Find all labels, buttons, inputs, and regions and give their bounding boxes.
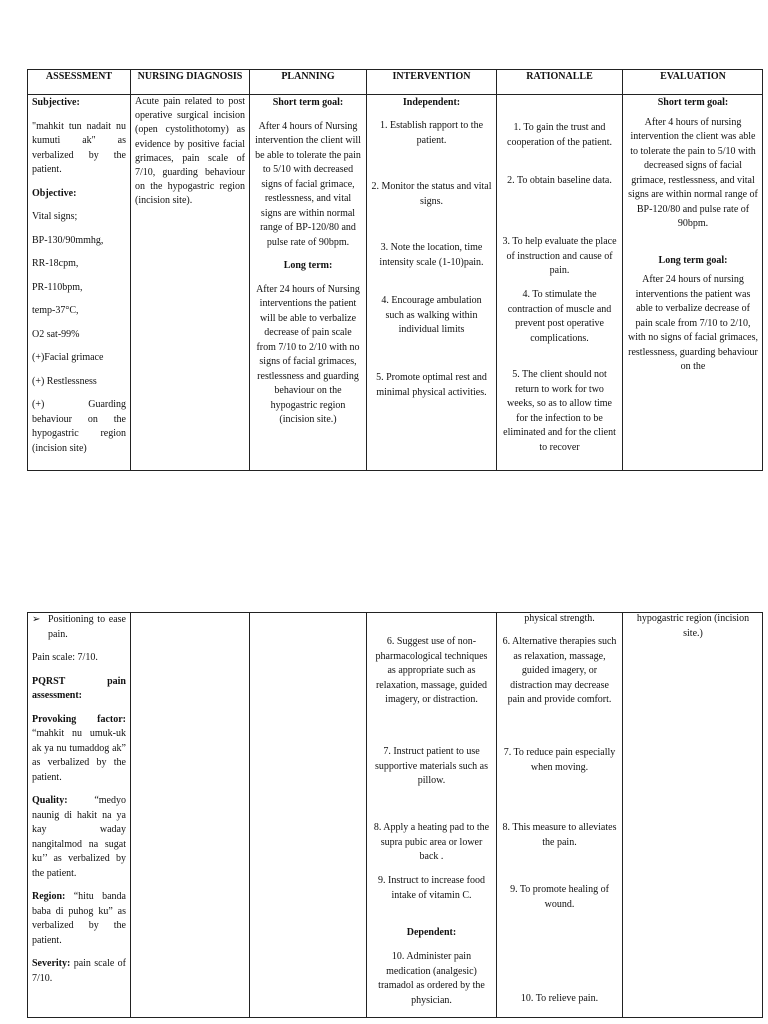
rationale-3: 3. To help evaluate the place of instruction and cause of pain.: [502, 236, 617, 276]
intervention-10: 10. Administer pain medication (analgesic) tramadol as ordered by the physician.: [378, 951, 485, 1006]
restlessness: (+) Restlessness: [32, 375, 97, 387]
severity-label: Severity:: [32, 958, 71, 969]
evaluation-short-label: Short term goal:: [657, 97, 729, 108]
rationale-column: [497, 70, 623, 470]
intervention-column: [367, 70, 497, 470]
planning-long-label: Long term:: [283, 260, 333, 271]
assessment-content: [32, 96, 126, 456]
facial-grimace: (+)Facial grimace: [32, 352, 104, 363]
independent-label: Independent:: [402, 97, 461, 108]
intervention-3: 3. Note the location, time intensity scale (1-10)pain.: [379, 242, 484, 268]
evaluation-column-continued: [623, 613, 763, 1017]
quality-label: Quality:: [32, 795, 68, 806]
assessment-content-continued: [32, 613, 126, 986]
rationale-7: 7. To reduce pain especially when moving.: [503, 747, 616, 773]
header-diagnosis: NURSING DIAGNOSIS: [131, 70, 249, 95]
evaluation-content: [627, 96, 759, 375]
intervention-4: 4. Encourage ambulation such as walking within individual limits: [381, 295, 482, 335]
evaluation-column: [623, 70, 763, 470]
rationale-4: 4. To stimulate the contraction of muscle and prevent post operative complications.: [507, 289, 612, 344]
rationale-1: 1. To gain the trust and cooperation of the patient.: [507, 122, 612, 148]
intervention-5: 5. Promote optimal rest and minimal physical activities.: [376, 372, 487, 398]
care-plan-table-page-1: [27, 69, 763, 471]
subjective-text: "mahkit tun nadait nu kumuti ak" as verbalized by the patient.: [32, 120, 126, 175]
pr-value: PR-110bpm,: [32, 281, 83, 293]
severity-text: pain scale of 7/10.: [32, 958, 126, 984]
positioning-text: Positioning to ease pain.: [48, 614, 126, 640]
evaluation-short-text: After 4 hours of nursing intervention the client was able to tolerate the pain to 5/10 with decreased signs of facial grimace, restlessness, and vital signs are within normal range of BP-120/80 and pulse rate of 90bpm.: [628, 116, 758, 229]
rationale-8: 8. This measure to alleviates the pain.: [502, 822, 617, 848]
rationale-5: 5. The client should not return to work for two weeks, so as to allow time for the infection to be eliminated and for the client to recover: [503, 369, 616, 453]
rationale-9: 9. To promote healing of wound.: [510, 884, 609, 910]
evaluation-long-label: Long term goal:: [658, 254, 728, 266]
planning-column-continued: [250, 613, 367, 1017]
region-label: Region:: [32, 891, 66, 902]
diagnosis-column-continued: [131, 613, 250, 1017]
planning-column: [250, 70, 367, 470]
objective-label: Objective:: [32, 187, 77, 199]
rationale-6: 6. Alternative therapies such as relaxation, massage, guided imagery, or distraction may decrease pain and provide comfort.: [502, 636, 617, 705]
planning-long-text: After 24 hours of Nursing interventions the patient will be able to verbalize decrease of pain scale from 7/10 to 2/10 with no signs of facial grimaces, restlessness and guarding behaviour on the hypogastric region (incision site.): [256, 283, 360, 425]
intervention-2: 2. Monitor the status and vital signs.: [371, 181, 492, 207]
care-plan-table-page-2: [27, 612, 763, 1018]
header-assessment: ASSESSMENT: [28, 70, 130, 95]
provoking-text: “mahkit nu umuk-uk ak ya nu tumaddog ak” as verbalized by the patient.: [32, 728, 126, 783]
assessment-column-continued: [28, 613, 131, 1017]
subjective-label: Subjective:: [32, 97, 80, 108]
arrow-bullet-icon: ➢: [32, 614, 41, 625]
vital-signs-label: Vital signs;: [32, 211, 78, 222]
header-planning: PLANNING: [250, 70, 366, 95]
dependent-label: Dependent:: [406, 927, 457, 938]
region-text: “hitu banda baba di puhog ku” as verbalized by the patient.: [32, 891, 126, 946]
pain-scale: Pain scale: 7/10.: [32, 652, 98, 663]
header-intervention: INTERVENTION: [367, 70, 496, 95]
quality-text: “medyo naunig di hakit na ya kay waday nangitalmod na sugat ku’’ as verbalized by the patient.: [32, 795, 126, 879]
rationale-continued: physical strength.: [524, 613, 595, 624]
planning-short-label: Short term goal:: [272, 97, 344, 108]
rationale-2: 2. To obtain baseline data.: [507, 175, 612, 186]
intervention-7: 7. Instruct patient to use supportive materials such as pillow.: [374, 746, 489, 786]
planning-short-text: After 4 hours of Nursing intervention the client will be able to tolerate the pain to 5/10 with decreased signs of facial grimace, restlessness, and vital signs are within normal range of BP-120/80 and pulse rate of 90bpm.: [255, 120, 361, 248]
intervention-6: 6. Suggest use of non-pharmacological techniques as appropriate such as relaxation, massage, guided imagery, or distraction.: [375, 636, 488, 705]
diagnosis-text: Acute pain related to post operative surgical incision (open cystolithotomy) as evidence by positive facial grimaces, pain scale of 7/10, guarding behaviour on the hypogastric region (incision site).: [135, 96, 245, 207]
dependent-label-wrap: [371, 926, 492, 941]
intervention-column-continued: [367, 613, 497, 1017]
rr-value: RR-18cpm,: [32, 258, 79, 269]
pqrst-label: PQRST pain assessment:: [32, 675, 126, 701]
temp-value: temp-37°C,: [32, 305, 79, 316]
header-rationale: RATIONALLE: [497, 70, 622, 95]
o2-value: O2 sat-99%: [32, 328, 80, 340]
guarding-behaviour: (+) Guarding behaviour on the hypogastric region (incision site): [32, 399, 126, 454]
diagnosis-column: [131, 70, 250, 470]
intervention-1: 1. Establish rapport to the patient.: [379, 120, 484, 146]
rationale-column-continued: [497, 613, 623, 1017]
independent-label-wrap: [371, 96, 492, 111]
intervention-9: 9. Instruct to increase food intake of vitamin C.: [378, 875, 485, 901]
rationale-10: 10. To relieve pain.: [520, 993, 599, 1004]
assessment-column: [28, 70, 131, 470]
planning-content: [254, 96, 362, 428]
evaluation-continued: hypogastric region (incision site.): [636, 613, 750, 639]
bp-value: BP-130/90mmhg,: [32, 234, 104, 246]
evaluation-long-text: After 24 hours of nursing interventions the patient was able to verbalize decrease of pain scale from 7/10 to 2/10, with no signs of facial grimaces, restlessness, guarding behaviour on the: [628, 274, 758, 372]
positioning-item: [32, 613, 126, 642]
header-evaluation: EVALUATION: [623, 70, 763, 95]
intervention-8: 8. Apply a heating pad to the supra pubic area or lower back .: [373, 822, 490, 862]
provoking-label: Provoking factor:: [32, 713, 126, 725]
